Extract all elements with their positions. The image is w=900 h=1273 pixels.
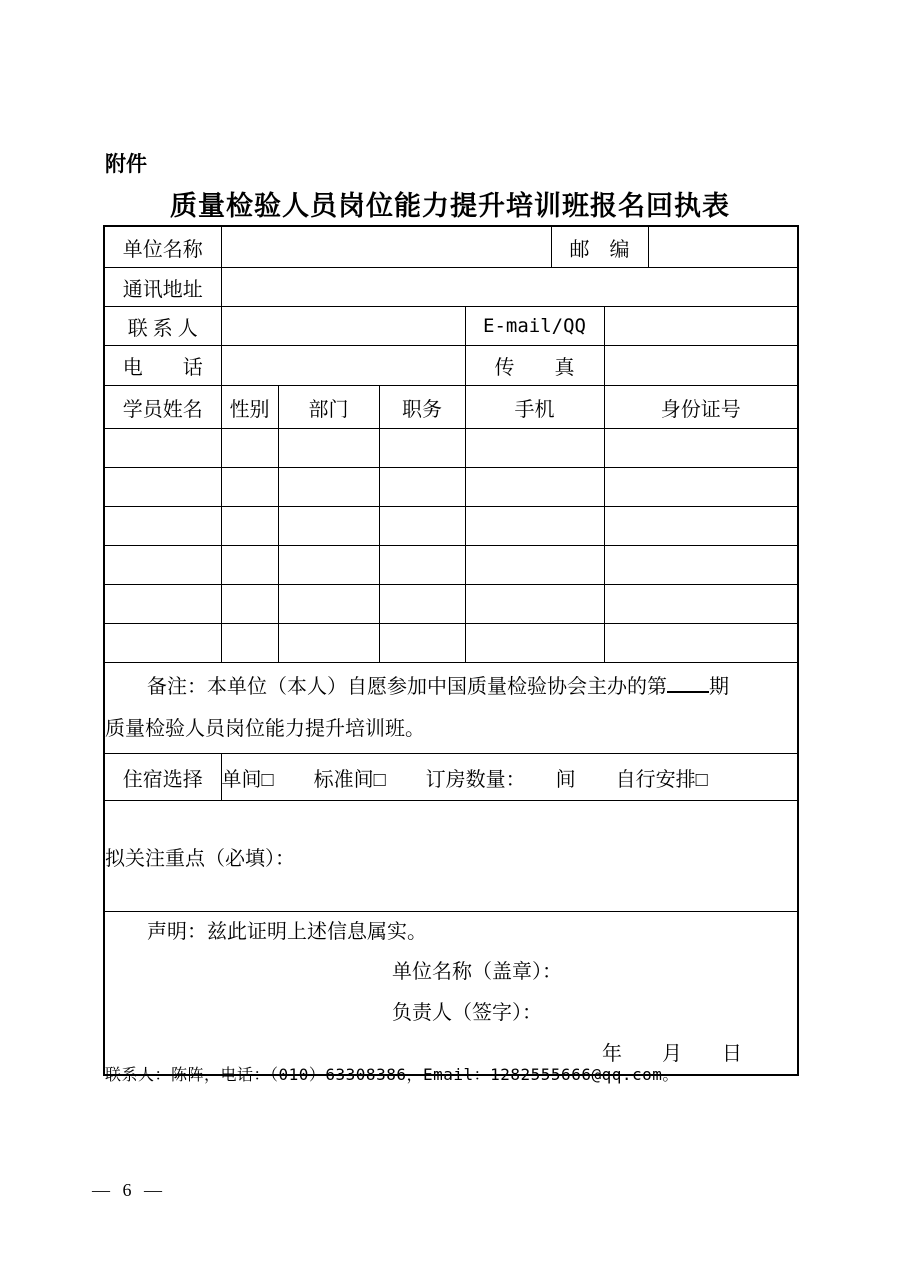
- declaration-date: 年 月 日: [602, 1043, 742, 1065]
- declaration-unit-seal: 单位名称（盖章）：: [392, 961, 562, 983]
- contact-value-cell: [221, 307, 465, 346]
- roster-header-id-number: 身份证号: [604, 386, 798, 429]
- attachment-label: 附件: [105, 153, 147, 176]
- row-lodging: [104, 754, 798, 801]
- roster-cell-gender: [221, 468, 278, 507]
- roster-cell-mobile: [465, 585, 604, 624]
- roster-header-department: 部门: [278, 386, 379, 429]
- declaration-cell: [104, 912, 798, 1076]
- postcode-value-cell: [648, 226, 798, 268]
- lodging-label: 住宿选择: [104, 754, 221, 801]
- roster-cell-mobile: [465, 429, 604, 468]
- postcode-label: 邮 编: [551, 226, 648, 268]
- email-value-cell: [604, 307, 798, 346]
- roster-cell-gender: [221, 624, 278, 663]
- roster-cell-gender: [221, 585, 278, 624]
- roster-cell-department: [278, 468, 379, 507]
- roster-cell-department: [278, 429, 379, 468]
- registration-form-table: [103, 225, 799, 1076]
- focus-cell: 拟关注重点（必填）：: [104, 801, 798, 912]
- roster-cell-name: [104, 507, 221, 546]
- roster-cell-department: [278, 546, 379, 585]
- page-number: — 6 —: [92, 1180, 166, 1200]
- roster-cell-position: [379, 468, 465, 507]
- roster-cell-mobile: [465, 546, 604, 585]
- roster-header-mobile: 手机: [465, 386, 604, 429]
- blank-underline: [667, 671, 709, 693]
- row-declaration: [104, 912, 798, 1076]
- roster-cell-department: [278, 585, 379, 624]
- row-address: [104, 268, 798, 307]
- roster-cell-name: [104, 624, 221, 663]
- phone-value-cell: [221, 346, 465, 386]
- roster-cell-mobile: [465, 468, 604, 507]
- roster-blank-row: [104, 585, 798, 624]
- roster-cell-id-number: [604, 507, 798, 546]
- roster-blank-row: [104, 624, 798, 663]
- roster-blank-row: [104, 468, 798, 507]
- roster-blank-row: [104, 507, 798, 546]
- unit-name-value-cell: [221, 226, 551, 268]
- roster-header-position: 职务: [379, 386, 465, 429]
- roster-cell-name: [104, 468, 221, 507]
- roster-header-name: 学员姓名: [104, 386, 221, 429]
- roster-cell-id-number: [604, 624, 798, 663]
- roster-cell-name: [104, 546, 221, 585]
- fax-label: 传 真: [465, 346, 604, 386]
- roster-cell-name: [104, 585, 221, 624]
- remark-cell: [104, 663, 798, 754]
- roster-blank-row: [104, 429, 798, 468]
- roster-cell-position: [379, 546, 465, 585]
- row-unit-name: [104, 226, 798, 268]
- unit-name-label: 单位名称: [104, 226, 221, 268]
- roster-cell-gender: [221, 429, 278, 468]
- remark-line1: [105, 666, 797, 708]
- roster-cell-id-number: [604, 546, 798, 585]
- roster-cell-gender: [221, 546, 278, 585]
- remark-line1-prefix: 备注：本单位（本人）自愿参加中国质量检验协会主办的第: [147, 676, 667, 698]
- phone-label: 电 话: [104, 346, 221, 386]
- roster-cell-position: [379, 429, 465, 468]
- declaration-signature: 负责人（签字）：: [392, 1002, 542, 1024]
- roster-cell-department: [278, 624, 379, 663]
- roster-cell-position: [379, 507, 465, 546]
- page-title: 质量检验人员岗位能力提升培训班报名回执表: [170, 191, 730, 221]
- row-contact: [104, 307, 798, 346]
- lodging-options: 单间□ 标准间□ 订房数量： 间 自行安排□: [221, 754, 798, 801]
- email-label: E-mail/QQ: [465, 307, 604, 346]
- roster-blank-row: [104, 546, 798, 585]
- address-label: 通讯地址: [104, 268, 221, 307]
- fax-value-cell: [604, 346, 798, 386]
- roster-cell-position: [379, 585, 465, 624]
- row-phone: [104, 346, 798, 386]
- roster-cell-department: [278, 507, 379, 546]
- roster-cell-mobile: [465, 507, 604, 546]
- roster-cell-id-number: [604, 468, 798, 507]
- roster-cell-name: [104, 429, 221, 468]
- row-roster-header: [104, 386, 798, 429]
- roster-header-gender: 性别: [221, 386, 278, 429]
- row-remark: [104, 663, 798, 754]
- footer-contact-info: 联系人：陈阵，电话：（010）63308386，Email：1282555666@qq.com。: [105, 1065, 679, 1084]
- row-focus: [104, 801, 798, 912]
- roster-cell-id-number: [604, 429, 798, 468]
- contact-label: 联 系 人: [104, 307, 221, 346]
- roster-cell-mobile: [465, 624, 604, 663]
- declaration-statement: 声明：兹此证明上述信息属实。: [147, 921, 427, 943]
- roster-cell-gender: [221, 507, 278, 546]
- roster-cell-id-number: [604, 585, 798, 624]
- roster-cell-position: [379, 624, 465, 663]
- remark-line2: 质量检验人员岗位能力提升培训班。: [105, 718, 425, 740]
- remark-line1-suffix: 期: [709, 676, 729, 698]
- address-value-cell: [221, 268, 798, 307]
